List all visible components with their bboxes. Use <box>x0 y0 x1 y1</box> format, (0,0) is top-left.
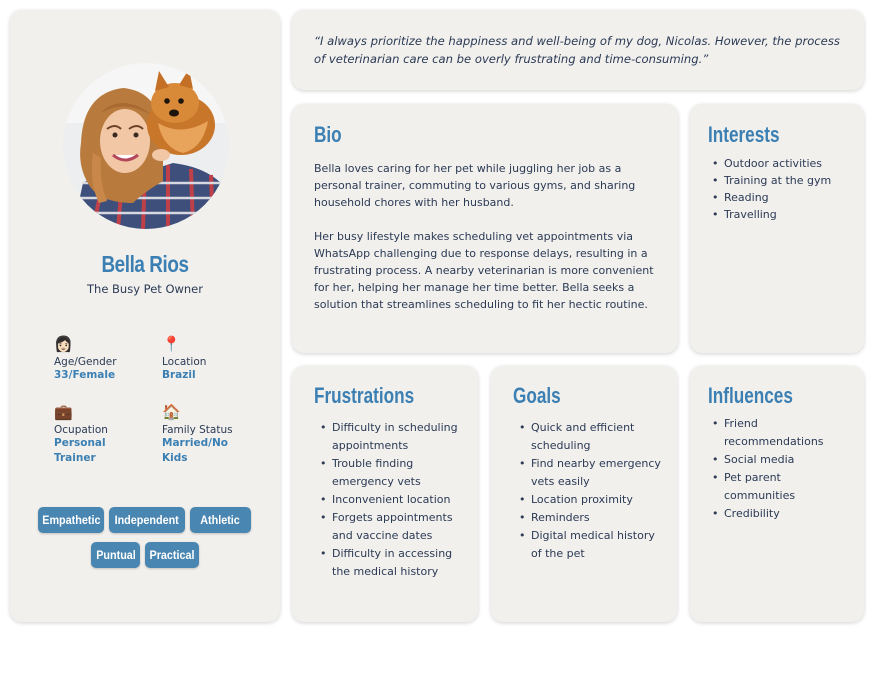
trait-tag: Independent <box>109 507 185 533</box>
list-item: • Find nearby emergency vets easily <box>517 455 667 491</box>
persona-tagline: The Busy Pet Owner <box>87 282 203 296</box>
influences-heading: Influences <box>708 383 793 408</box>
frustrations-card <box>292 366 478 622</box>
fact-label: Location <box>162 356 207 368</box>
fact-family-status <box>162 403 242 466</box>
frustrations-heading: Frustrations <box>314 383 415 408</box>
avatar <box>63 63 229 229</box>
bio-card <box>292 104 678 353</box>
influences-card <box>690 366 864 622</box>
list-item: • Social media <box>710 451 852 469</box>
bio-paragraph: Her busy lifestyle makes scheduling vet appointments via WhatsApp challenging due to response delays, resulting in a frustrating process. A nearby veterinarian is more convenient for her, helping her manage her time better. Bella seeks a solution that streamlines scheduling to fit her hectic routine. <box>314 230 654 311</box>
influences-list <box>710 415 852 523</box>
trait-tag: Empathetic <box>38 507 104 533</box>
trait-tag: Puntual <box>91 542 140 568</box>
goals-card <box>491 366 677 622</box>
quote-card <box>292 10 864 90</box>
fact-value: Brazil <box>162 369 196 381</box>
interests-card <box>690 104 864 353</box>
goals-list <box>517 419 667 563</box>
list-item: • Quick and efficient scheduling <box>517 419 667 455</box>
house-icon: 🏠 <box>162 403 181 421</box>
list-item: • Trouble finding emergency vets <box>318 455 468 491</box>
profile-card <box>10 10 280 622</box>
list-item: • Travelling <box>710 206 855 223</box>
trait-tag: Athletic <box>190 507 251 533</box>
list-item: • Difficulty in accessing the medical history <box>318 545 468 581</box>
list-item: • Digital medical history of the pet <box>517 527 667 563</box>
fact-location <box>162 335 262 383</box>
list-item: • Friend recommendations <box>710 415 852 451</box>
woman-face-icon: 👩🏻 <box>54 335 73 353</box>
list-item: • Reading <box>710 189 855 206</box>
list-item: • Difficulty in scheduling appointments <box>318 419 468 455</box>
fact-value: 33/Female <box>54 369 116 381</box>
bio-heading: Bio <box>314 122 342 147</box>
fact-label: Age/Gender <box>54 356 117 368</box>
persona-name: Bella Rios <box>101 251 189 277</box>
persona-quote: “I always prioritize the happiness and well-being of my dog, Nicolas. However, the process of veterinarian care can be overly frustrating and time-consuming.” <box>314 34 840 66</box>
goals-heading: Goals <box>513 383 561 408</box>
fact-label: Family Status <box>162 424 233 436</box>
list-item: • Outdoor activities <box>710 155 855 172</box>
fact-value: Personal Trainer <box>54 437 106 464</box>
fact-value: Married/No Kids <box>162 437 228 464</box>
list-item: • Forgets appointments and vaccine dates <box>318 509 468 545</box>
fact-age-gender <box>54 335 154 383</box>
location-pin-icon: 📍 <box>162 335 181 353</box>
interests-heading: Interests <box>708 122 780 147</box>
list-item: • Credibility <box>710 505 852 523</box>
fact-label: Ocupation <box>54 424 108 436</box>
frustrations-list <box>318 419 468 581</box>
list-item: • Inconvenient location <box>318 491 468 509</box>
list-item: • Training at the gym <box>710 172 855 189</box>
briefcase-icon: 💼 <box>54 403 73 421</box>
list-item: • Pet parent communities <box>710 469 852 505</box>
list-item: • Location proximity <box>517 491 667 509</box>
fact-occupation <box>54 403 134 466</box>
trait-tag: Practical <box>145 542 199 568</box>
interests-list <box>710 155 855 223</box>
list-item: • Reminders <box>517 509 667 527</box>
bio-paragraph: Bella loves caring for her pet while juggling her job as a personal trainer, commuting to various gyms, and sharing household chores with her husband. <box>314 162 636 209</box>
